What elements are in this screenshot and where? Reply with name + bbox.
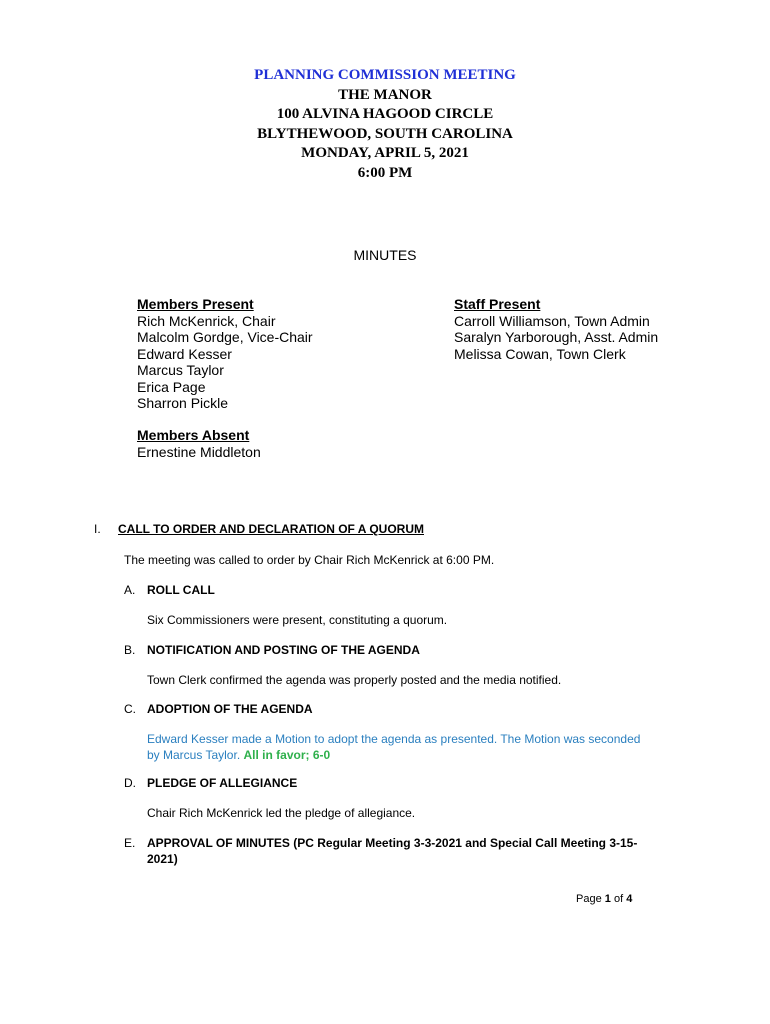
item-title-continued: 2021) xyxy=(147,851,178,866)
roll-call-text: Six Commissioners were present, constituting a quorum. xyxy=(147,613,448,627)
absent-member-name: Ernestine Middleton xyxy=(137,443,261,460)
item-approval-minutes xyxy=(124,836,684,867)
item-letter: B. xyxy=(124,643,136,657)
member-name: Sharron Pickle xyxy=(137,395,229,411)
motion-line: Edward Kesser made a Motion to adopt the agenda as presented. The Motion was seconded xyxy=(147,732,641,746)
vote-result: All in favor; 6-0 xyxy=(243,747,331,762)
staff-name: Carroll Williamson, Town Admin xyxy=(454,312,650,329)
adoption-motion-text xyxy=(147,732,640,763)
of-word: of xyxy=(613,893,624,905)
item-adoption xyxy=(124,702,684,718)
members-present-heading: Members Present xyxy=(137,296,254,312)
pledge-text: Chair Rich McKenrick led the pledge of allegiance. xyxy=(147,806,416,820)
members-absent-heading: Members Absent xyxy=(137,427,250,443)
item-letter: C. xyxy=(124,702,136,716)
minutes-label: MINUTES xyxy=(353,247,417,263)
staff-name: Saralyn Yarborough, Asst. Admin xyxy=(454,329,659,345)
member-name: Rich McKenrick, Chair xyxy=(137,312,276,329)
page-total: 4 xyxy=(626,893,633,905)
item-title: NOTIFICATION AND POSTING OF THE AGENDA xyxy=(147,643,420,657)
notification-text: Town Clerk confirmed the agenda was properly posted and the media notified. xyxy=(147,673,562,687)
motion-line: by Marcus Taylor. xyxy=(147,747,241,762)
member-name: Marcus Taylor xyxy=(137,362,224,378)
item-letter: A. xyxy=(124,583,136,597)
section-1-heading xyxy=(94,522,424,536)
item-title: ROLL CALL xyxy=(147,583,215,597)
item-title: PLEDGE OF ALLEGIANCE xyxy=(147,776,298,790)
item-title: APPROVAL OF MINUTES (PC Regular Meeting 3-3-2021 and Special Call Meeting 3-15- xyxy=(147,836,638,850)
member-name: Edward Kesser xyxy=(137,345,232,362)
staff-present-list xyxy=(454,296,658,362)
section-title: CALL TO ORDER AND DECLARATION OF A QUORUM xyxy=(118,522,424,536)
page-word: Page xyxy=(576,893,602,905)
item-roll-call xyxy=(124,583,684,599)
meeting-title: PLANNING COMMISSION MEETING xyxy=(254,67,516,83)
members-present-list xyxy=(137,296,313,412)
item-letter: E. xyxy=(124,836,136,850)
venue-address: 100 ALVINA HAGOOD CIRCLE xyxy=(276,106,494,122)
meeting-time: 6:00 PM xyxy=(357,164,413,181)
item-pledge xyxy=(124,776,684,792)
page-number xyxy=(576,893,632,905)
members-absent-list xyxy=(137,427,261,460)
item-letter: D. xyxy=(124,776,136,790)
venue-name: THE MANOR xyxy=(338,86,432,103)
section-number: I. xyxy=(94,522,101,536)
item-notification xyxy=(124,643,684,659)
meeting-header xyxy=(0,66,770,183)
meeting-date: MONDAY, APRIL 5, 2021 xyxy=(301,145,469,161)
staff-present-heading: Staff Present xyxy=(454,296,541,312)
member-name: Erica Page xyxy=(137,378,206,395)
member-name: Malcolm Gordge, Vice-Chair xyxy=(137,329,313,345)
staff-name: Melissa Cowan, Town Clerk xyxy=(454,345,626,362)
item-title: ADOPTION OF THE AGENDA xyxy=(147,702,313,716)
page-current: 1 xyxy=(604,893,611,905)
venue-city: BLYTHEWOOD, SOUTH CAROLINA xyxy=(257,125,513,142)
call-to-order-text: The meeting was called to order by Chair Rich McKenrick at 6:00 PM. xyxy=(124,553,495,567)
